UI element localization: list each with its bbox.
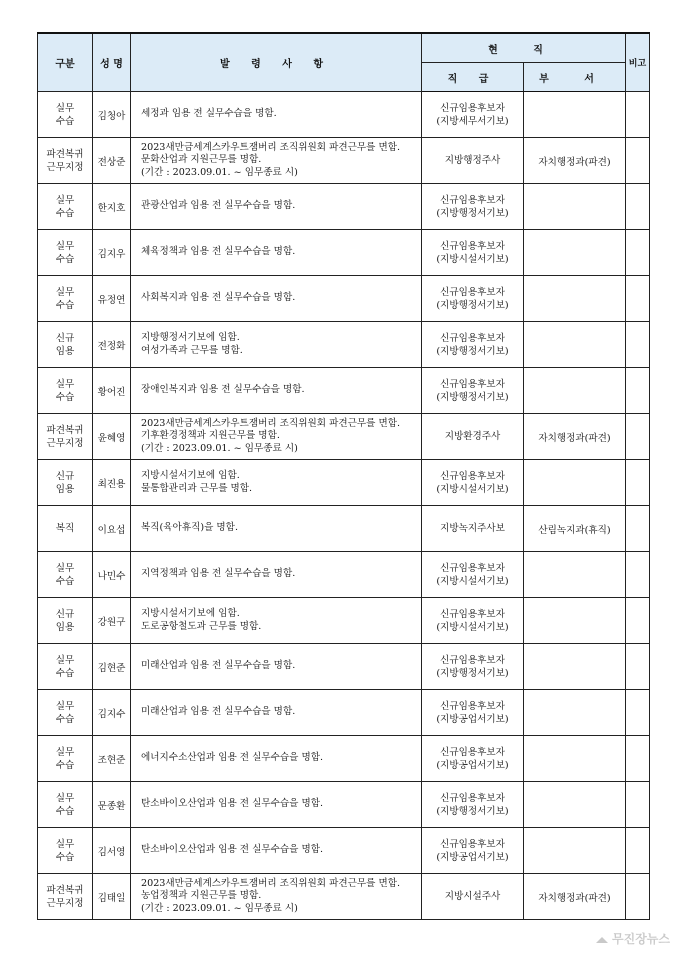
table-row — [38, 552, 650, 598]
watermark-text: 무진장뉴스 — [612, 932, 670, 946]
grade-cell: 신규임용후보자 (지방공업서기보) — [422, 690, 524, 736]
action-cell: 미래산업과 임용 전 실무수습을 명함. — [131, 644, 422, 690]
action-cell: 지방행정서기보에 임함. 여성가족과 근무를 명함. — [131, 322, 422, 368]
category-cell: 신규 임용 — [38, 460, 93, 506]
name-cell: 김현준 — [93, 644, 131, 690]
name-cell: 최진용 — [93, 460, 131, 506]
watermark — [595, 930, 670, 947]
action-cell: 2023새만금세계스카우트잼버리 조직위원회 파견근무를 면함. 기후환경정책과 지원근무를 명함. (기간 : 2023.09.01. ~ 임무종료 시) — [131, 414, 422, 460]
grade-cell: 신규임용후보자 (지방행정서기보) — [422, 322, 524, 368]
action-cell: 2023새만금세계스카우트잼버리 조직위원회 파견근무를 면함. 문화산업과 지원근무를 명함. (기간 : 2023.09.01. ~ 임무종료 시) — [131, 138, 422, 184]
action-cell: 미래산업과 임용 전 실무수습을 명함. — [131, 690, 422, 736]
table-row — [38, 736, 650, 782]
department-cell — [524, 368, 626, 414]
name-cell: 윤혜영 — [93, 414, 131, 460]
department-cell — [524, 690, 626, 736]
table-row — [38, 414, 650, 460]
action-cell: 2023새만금세계스카우트잼버리 조직위원회 파견근무를 면함. 농업정책과 지원근무를 명함. (기간 : 2023.09.01. ~ 임무종료 시) — [131, 874, 422, 920]
grade-cell: 지방녹지주사보 — [422, 506, 524, 552]
category-cell: 실무 수습 — [38, 782, 93, 828]
name-cell: 이요섭 — [93, 506, 131, 552]
action-cell: 관광산업과 임용 전 실무수습을 명함. — [131, 184, 422, 230]
name-cell: 김태일 — [93, 874, 131, 920]
grade-cell: 신규임용후보자 (지방시설서기보) — [422, 460, 524, 506]
logo-hat-icon — [595, 934, 609, 944]
department-cell — [524, 92, 626, 138]
table-row — [38, 138, 650, 184]
category-cell: 신규 임용 — [38, 598, 93, 644]
grade-cell: 신규임용후보자 (지방행정서기보) — [422, 276, 524, 322]
name-cell: 강원구 — [93, 598, 131, 644]
note-cell — [626, 828, 650, 874]
header-name: 성 명 — [93, 33, 131, 92]
table-row — [38, 276, 650, 322]
action-cell: 지방시설서기보에 임함. 도로공항철도과 근무를 명함. — [131, 598, 422, 644]
grade-cell: 신규임용후보자 (지방행정서기보) — [422, 782, 524, 828]
header-current-position: 현 직 — [422, 33, 626, 63]
category-cell: 파견복귀 근무지정 — [38, 138, 93, 184]
name-cell: 김지수 — [93, 690, 131, 736]
name-cell: 나민수 — [93, 552, 131, 598]
name-cell: 한지호 — [93, 184, 131, 230]
note-cell — [626, 598, 650, 644]
note-cell — [626, 276, 650, 322]
category-cell: 실무 수습 — [38, 736, 93, 782]
grade-cell: 신규임용후보자 (지방시설서기보) — [422, 552, 524, 598]
category-cell: 신규 임용 — [38, 322, 93, 368]
department-cell — [524, 230, 626, 276]
note-cell — [626, 874, 650, 920]
department-cell — [524, 644, 626, 690]
table-row — [38, 230, 650, 276]
action-cell: 체육정책과 임용 전 실무수습을 명함. — [131, 230, 422, 276]
note-cell — [626, 414, 650, 460]
note-cell — [626, 138, 650, 184]
table-header — [38, 33, 650, 92]
name-cell: 김지우 — [93, 230, 131, 276]
table-row — [38, 782, 650, 828]
department-cell — [524, 598, 626, 644]
department-cell — [524, 552, 626, 598]
note-cell — [626, 506, 650, 552]
category-cell: 실무 수습 — [38, 368, 93, 414]
action-cell: 에너지수소산업과 임용 전 실무수습을 명함. — [131, 736, 422, 782]
table-row — [38, 828, 650, 874]
action-cell: 사회복지과 임용 전 실무수습을 명함. — [131, 276, 422, 322]
department-cell — [524, 460, 626, 506]
action-cell: 탄소바이오산업과 임용 전 실무수습을 명함. — [131, 828, 422, 874]
note-cell — [626, 184, 650, 230]
category-cell: 복직 — [38, 506, 93, 552]
note-cell — [626, 736, 650, 782]
department-cell — [524, 276, 626, 322]
table-row — [38, 874, 650, 920]
table-row — [38, 184, 650, 230]
department-cell: 산림녹지과(휴직) — [524, 506, 626, 552]
name-cell: 문종환 — [93, 782, 131, 828]
table-row — [38, 598, 650, 644]
grade-cell: 신규임용후보자 (지방공업서기보) — [422, 828, 524, 874]
header-action: 발 령 사 항 — [131, 33, 422, 92]
table-row — [38, 368, 650, 414]
category-cell: 실무 수습 — [38, 552, 93, 598]
personnel-table — [37, 32, 650, 920]
note-cell — [626, 322, 650, 368]
table-row — [38, 644, 650, 690]
category-cell: 실무 수습 — [38, 644, 93, 690]
note-cell — [626, 460, 650, 506]
grade-cell: 신규임용후보자 (지방행정서기보) — [422, 644, 524, 690]
note-cell — [626, 690, 650, 736]
header-department: 부 서 — [524, 63, 626, 92]
department-cell — [524, 736, 626, 782]
grade-cell: 지방환경주사 — [422, 414, 524, 460]
grade-cell: 신규임용후보자 (지방공업서기보) — [422, 736, 524, 782]
grade-cell: 신규임용후보자 (지방시설서기보) — [422, 230, 524, 276]
note-cell — [626, 368, 650, 414]
header-grade: 직 급 — [422, 63, 524, 92]
grade-cell: 지방행정주사 — [422, 138, 524, 184]
category-cell: 실무 수습 — [38, 184, 93, 230]
department-cell: 자치행정과(파견) — [524, 874, 626, 920]
action-cell: 탄소바이오산업과 임용 전 실무수습을 명함. — [131, 782, 422, 828]
grade-cell: 지방시설주사 — [422, 874, 524, 920]
grade-cell: 신규임용후보자 (지방시설서기보) — [422, 598, 524, 644]
header-note: 비고 — [626, 33, 650, 92]
department-cell: 자치행정과(파견) — [524, 414, 626, 460]
note-cell — [626, 552, 650, 598]
action-cell: 복직(육아휴직)을 명함. — [131, 506, 422, 552]
action-cell: 장애인복지과 임용 전 실무수습을 명함. — [131, 368, 422, 414]
name-cell: 유정연 — [93, 276, 131, 322]
note-cell — [626, 782, 650, 828]
header-category: 구분 — [38, 33, 93, 92]
name-cell: 황어진 — [93, 368, 131, 414]
table-row — [38, 690, 650, 736]
action-cell: 지방시설서기보에 임함. 물통합관리과 근무를 명함. — [131, 460, 422, 506]
grade-cell: 신규임용후보자 (지방행정서기보) — [422, 368, 524, 414]
name-cell: 전상준 — [93, 138, 131, 184]
category-cell: 실무 수습 — [38, 690, 93, 736]
table-row — [38, 506, 650, 552]
action-cell: 지역정책과 임용 전 실무수습을 명함. — [131, 552, 422, 598]
table-row — [38, 322, 650, 368]
note-cell — [626, 92, 650, 138]
note-cell — [626, 230, 650, 276]
name-cell: 김청아 — [93, 92, 131, 138]
table-row — [38, 92, 650, 138]
department-cell — [524, 828, 626, 874]
name-cell: 조현준 — [93, 736, 131, 782]
category-cell: 파견복귀 근무지정 — [38, 414, 93, 460]
category-cell: 실무 수습 — [38, 92, 93, 138]
department-cell — [524, 322, 626, 368]
department-cell — [524, 184, 626, 230]
table-body — [38, 92, 650, 920]
grade-cell: 신규임용후보자 (지방세무서기보) — [422, 92, 524, 138]
grade-cell: 신규임용후보자 (지방행정서기보) — [422, 184, 524, 230]
category-cell: 실무 수습 — [38, 276, 93, 322]
category-cell: 파견복귀 근무지정 — [38, 874, 93, 920]
name-cell: 김서영 — [93, 828, 131, 874]
department-cell — [524, 782, 626, 828]
note-cell — [626, 644, 650, 690]
action-cell: 세정과 임용 전 실무수습을 명함. — [131, 92, 422, 138]
name-cell: 전정화 — [93, 322, 131, 368]
table-row — [38, 460, 650, 506]
category-cell: 실무 수습 — [38, 230, 93, 276]
category-cell: 실무 수습 — [38, 828, 93, 874]
department-cell: 자치행정과(파견) — [524, 138, 626, 184]
